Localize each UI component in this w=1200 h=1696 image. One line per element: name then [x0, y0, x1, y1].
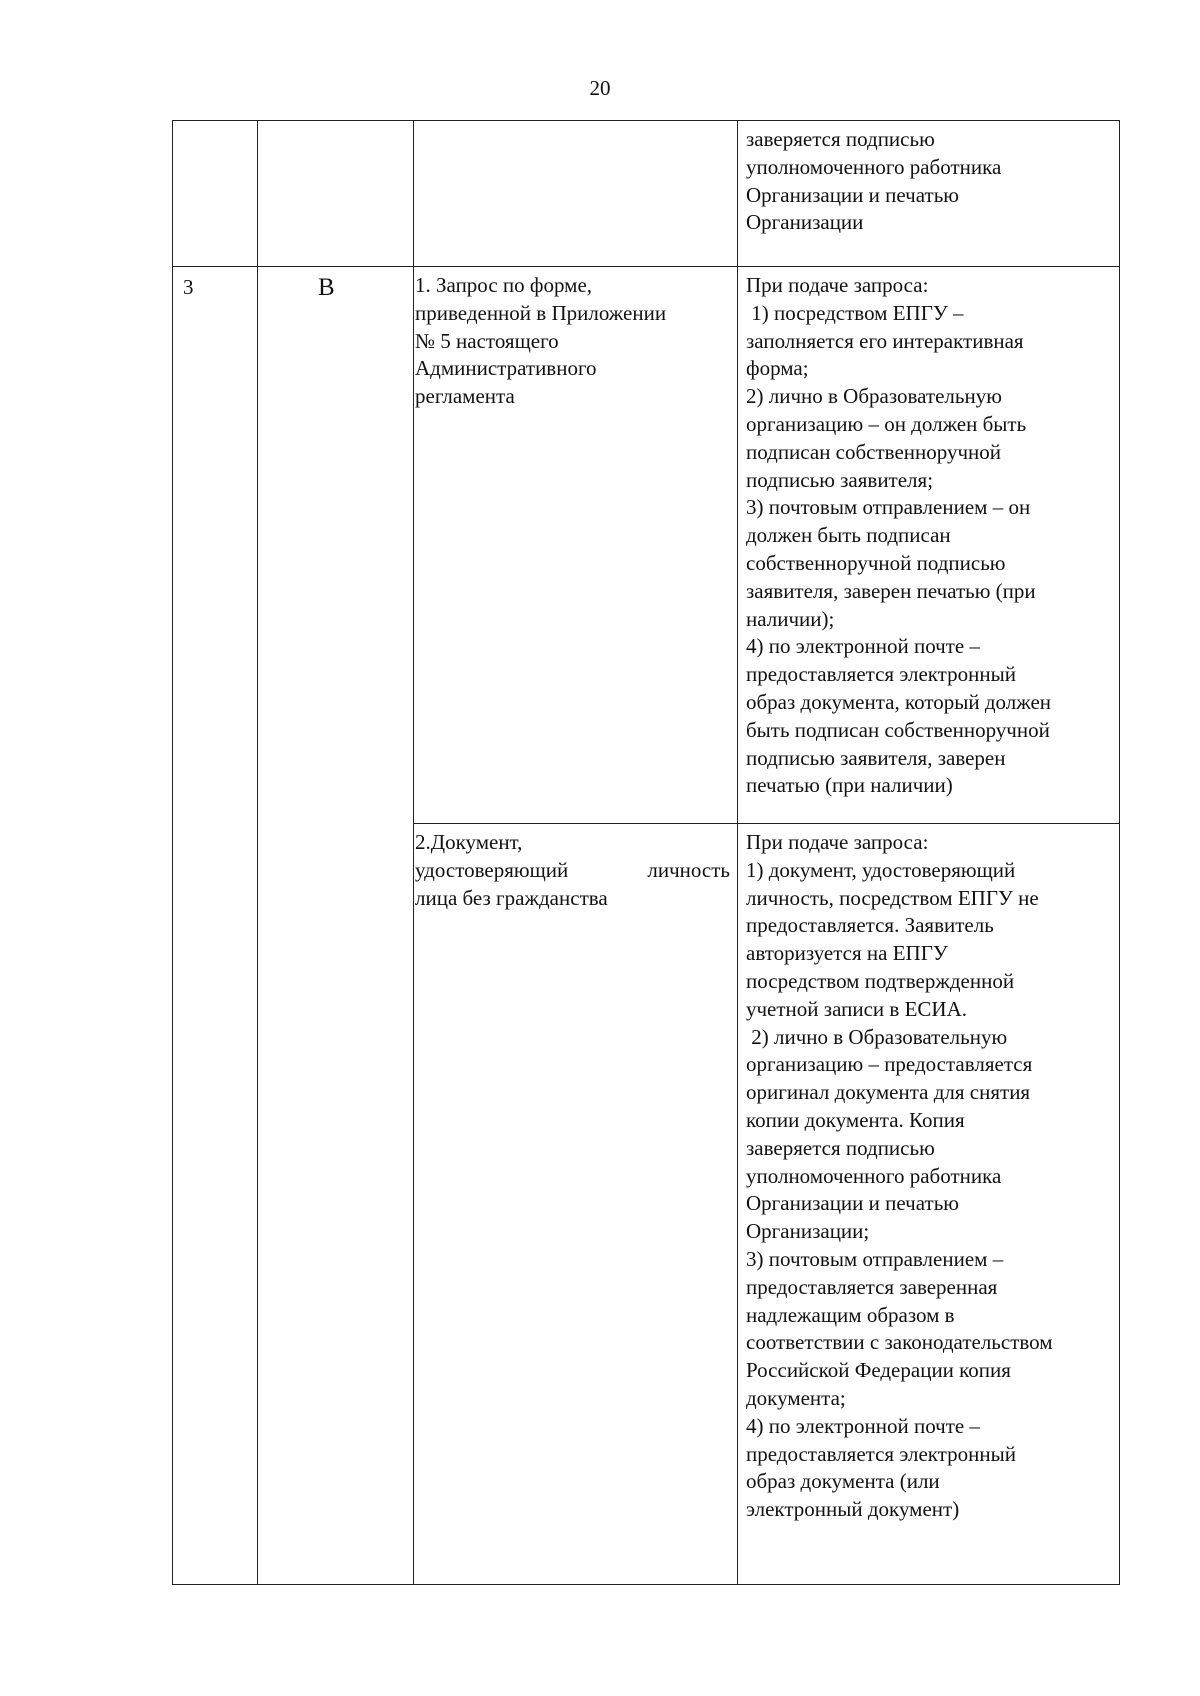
text-line: наличии);	[746, 606, 835, 631]
text-line: подписью заявителя, заверен	[746, 745, 1006, 770]
text-line: личность, посредством ЕПГУ не	[746, 885, 1039, 910]
text-line: лица без гражданства	[415, 885, 608, 910]
text-line: предоставляется электронный	[746, 1441, 1016, 1466]
text-line: документа;	[746, 1385, 846, 1410]
text-line: быть подписан собственноручной	[746, 717, 1050, 742]
document-name-cell	[415, 829, 730, 912]
page-number: 20	[589, 76, 611, 100]
document-name-cell	[415, 272, 730, 411]
text-line	[415, 857, 730, 885]
text-line: уполномоченного работника	[746, 154, 1002, 179]
text-line: заявителя, заверен печатью (при	[746, 578, 1036, 603]
text-line: приведенной в Приложении	[415, 300, 667, 325]
text-line: копии документа. Копия	[746, 1107, 965, 1132]
text-line: предоставляется заверенная	[746, 1274, 998, 1299]
text-line: посредством подтвержденной	[746, 968, 1015, 993]
text-line: предоставляется. Заявитель	[746, 913, 994, 938]
continuation-description-cell	[746, 126, 1114, 237]
text-line: Административного	[415, 356, 597, 381]
text-line: авторизуется на ЕПГУ	[746, 941, 948, 966]
text-line: образ документа, который должен	[746, 689, 1052, 714]
text-line: Российской Федерации копия	[746, 1358, 1011, 1383]
text-line: 4) по электронной почте –	[746, 634, 980, 659]
text-line: 1) посредством ЕПГУ –	[746, 300, 964, 325]
row-divider	[413, 823, 1119, 824]
text-line: электронный документ)	[746, 1497, 960, 1522]
submission-method-cell	[746, 829, 1114, 1524]
text-line: организацию – предоставляется	[746, 1052, 1033, 1077]
text-line: должен быть подписан	[746, 523, 951, 548]
text-line: 4) по электронной почте –	[746, 1413, 980, 1438]
text-line: 2.Документ,	[415, 830, 523, 854]
row-number-cell: 3	[183, 275, 194, 299]
text-line: 1. Запрос по форме,	[415, 273, 593, 297]
text-line: учетной записи в ЕСИА.	[746, 996, 967, 1021]
text-line: образ документа (или	[746, 1469, 940, 1494]
requirements-table	[172, 120, 1120, 1585]
text-line: 2) лично в Образовательную	[746, 1024, 1008, 1049]
text-line: форма;	[746, 356, 809, 381]
text-line: 2) лично в Образовательную	[746, 384, 1002, 409]
column-divider	[413, 121, 414, 1584]
text-line: 1) документ, удостоверяющий	[746, 857, 1016, 882]
text-line: регламента	[415, 384, 515, 409]
text-line: уполномоченного работника	[746, 1163, 1002, 1188]
text-line: оригинал документа для снятия	[746, 1080, 1031, 1105]
text-line: подписан собственноручной	[746, 439, 1002, 464]
text-line: печатью (при наличии)	[746, 773, 953, 798]
text-line: предоставляется электронный	[746, 662, 1016, 687]
text-line: Организации и печатью	[746, 182, 959, 207]
text-line: заверяется подписью	[746, 127, 935, 151]
text-word: личность	[647, 857, 730, 882]
text-line: надлежащим образом в	[746, 1302, 955, 1327]
text-line: Организации	[746, 210, 864, 235]
text-line: заполняется его интерактивная	[746, 328, 1024, 353]
submission-method-cell	[746, 272, 1114, 800]
column-divider	[737, 121, 738, 1584]
row-divider	[173, 266, 1119, 267]
text-line: собственноручной подписью	[746, 550, 1006, 575]
text-line: 3) почтовым отправлением – он	[746, 495, 1031, 520]
text-line: Организации и печатью	[746, 1191, 959, 1216]
text-line: Организации;	[746, 1219, 870, 1244]
text-line: При подаче запроса:	[746, 830, 929, 854]
text-line: организацию – он должен быть	[746, 411, 1027, 436]
text-line: № 5 настоящего	[415, 328, 559, 353]
text-line: соответствии с законодательством	[746, 1330, 1053, 1355]
text-line: заверяется подписью	[746, 1135, 935, 1160]
text-line: подписью заявителя;	[746, 467, 934, 492]
text-line: 3) почтовым отправлением –	[746, 1246, 1004, 1271]
category-cell: В	[318, 274, 335, 301]
text-line: При подаче запроса:	[746, 273, 929, 297]
column-divider	[257, 121, 258, 1584]
text-word: удостоверяющий	[415, 857, 569, 882]
